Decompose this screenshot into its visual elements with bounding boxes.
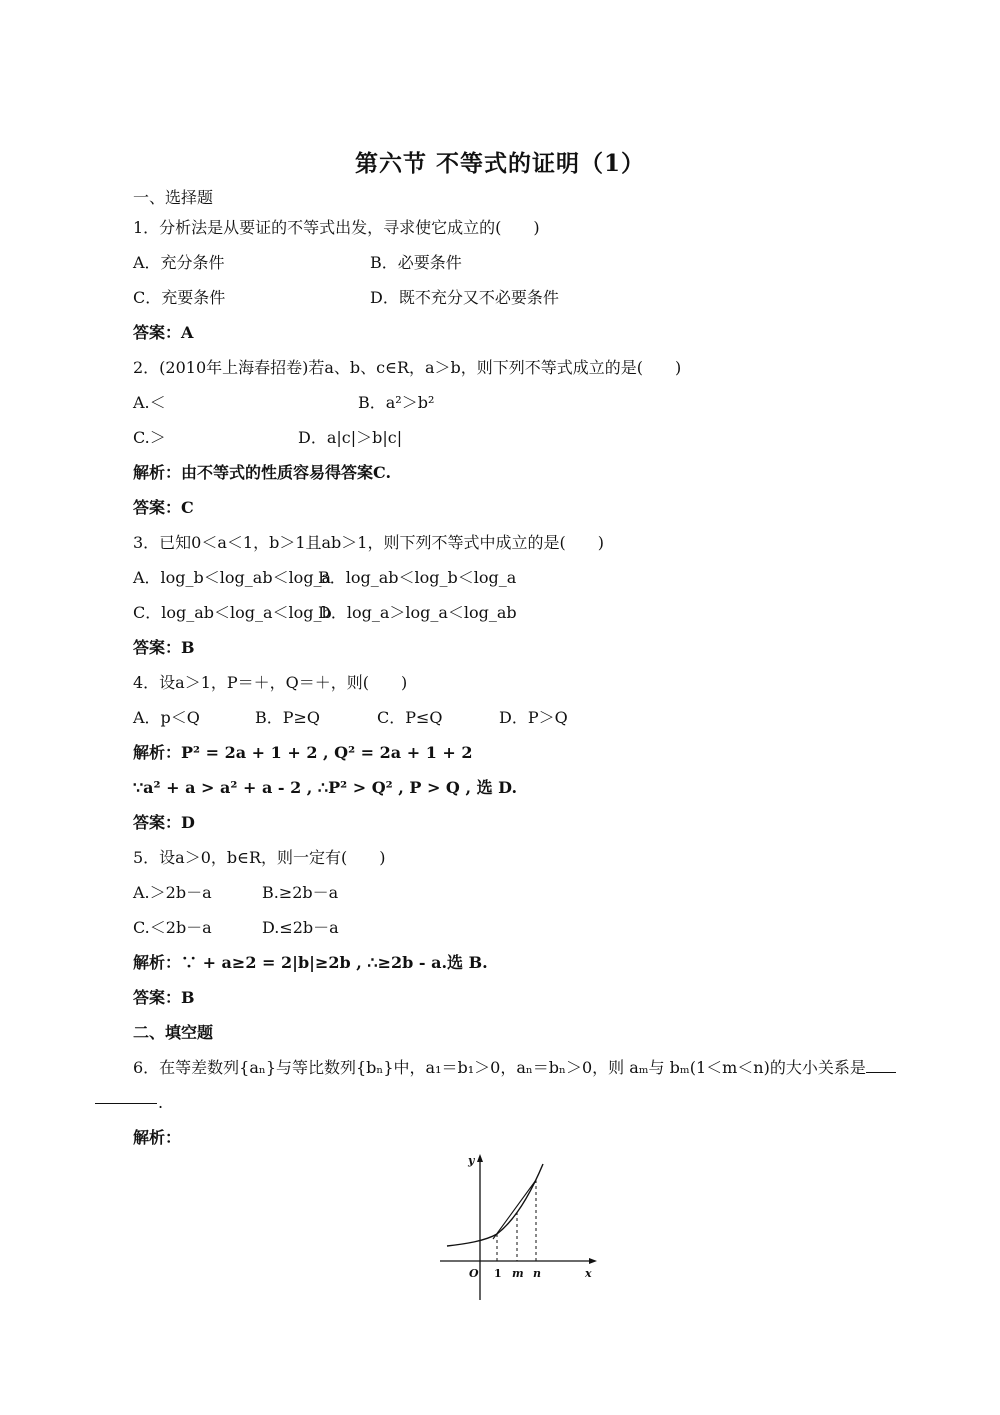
question-4-option-a: A．p＜Q (133, 708, 200, 727)
question-2-option-d: D．a|c|＞b|c| (298, 428, 403, 447)
answer-blank (866, 1058, 896, 1073)
question-4-answer: 答案：D (133, 813, 195, 832)
question-2-analysis: 解析：由不等式的性质容易得答案C. (133, 463, 392, 482)
question-4-analysis-line-1: 解析：P² = 2a + 1 + 2 , Q² = 2a + 1 + 2 (133, 743, 473, 762)
question-1-option-a: A．充分条件 (133, 253, 225, 272)
answer-blank-continued (95, 1103, 157, 1104)
question-2-option-a: A.＜ (133, 393, 166, 412)
question-1-option-c: C．充要条件 (133, 288, 226, 307)
question-3-answer: 答案：B (133, 638, 195, 657)
question-4-analysis-line-2: ∵a² + a > a² + a - 2 , ∴P² > Q² , P > Q , 选 D. (133, 778, 518, 797)
question-5-option-b: B.≥2b－a (262, 883, 339, 902)
question-1-option-d: D．既不充分又不必要条件 (370, 288, 559, 307)
secant-line (493, 1180, 536, 1239)
exponential-curve (447, 1164, 543, 1246)
question-3-option-b: B．log_ab＜log_b＜log_a (318, 568, 517, 587)
question-1-answer: 答案：A (133, 323, 194, 342)
section-heading-fill: 二、填空题 (133, 1023, 214, 1042)
origin-label: O (469, 1267, 479, 1280)
question-1-option-b: B．必要条件 (370, 253, 462, 272)
question-4-option-d: D．P＞Q (499, 708, 568, 727)
question-4-stem: 4．设a＞1，P＝＋，Q＝＋，则( ) (133, 673, 408, 692)
y-axis-label: y (468, 1154, 475, 1167)
section-heading-choice: 一、选择题 (133, 188, 214, 207)
question-2-option-c: C.＞ (133, 428, 166, 447)
question-6-analysis: 解析： (133, 1128, 182, 1147)
question-1-stem: 1．分析法是从要证的不等式出发，寻求使它成立的( ) (133, 218, 540, 237)
question-2-stem: 2．(2010年上海春招卷)若a、b、c∈R，a＞b，则下列不等式成立的是( ) (133, 358, 682, 377)
graph-figure (435, 1150, 605, 1305)
x-tick-n: n (533, 1267, 541, 1280)
question-6-stem-end: . (158, 1093, 164, 1112)
x-axis-label: x (585, 1267, 592, 1280)
question-3-option-c: C．log_ab＜log_a＜log_b (133, 603, 332, 622)
x-tick-1: 1 (494, 1267, 502, 1280)
question-5-option-a: A.＞2b－a (133, 883, 212, 902)
question-6-stem (133, 1058, 896, 1078)
question-6-stem-text: 6．在等差数列{aₙ}与等比数列{bₙ}中，a₁＝b₁＞0，aₙ＝bₙ＞0，则 aₘ与 bₘ(1＜m＜n)的大小关系是 (133, 1058, 866, 1077)
question-5-option-c: C.＜2b－a (133, 918, 212, 937)
question-4-option-c: C．P≤Q (377, 708, 443, 727)
x-axis-arrow (589, 1258, 597, 1264)
question-5-option-d: D.≤2b－a (262, 918, 339, 937)
question-3-option-d: D．log_a＞log_a＜log_ab (318, 603, 517, 622)
question-5-analysis: 解析：∵ + a≥2 = 2|b|≥2b , ∴≥2b - a.选 B. (133, 953, 488, 972)
question-5-stem: 5．设a＞0，b∈R，则一定有( ) (133, 848, 386, 867)
x-tick-m: m (512, 1267, 524, 1280)
question-3-stem: 3．已知0＜a＜1，b＞1且ab＞1，则下列不等式中成立的是( ) (133, 533, 604, 552)
question-4-option-b: B．P≥Q (255, 708, 321, 727)
question-2-answer: 答案：C (133, 498, 194, 517)
y-axis-arrow (477, 1154, 483, 1162)
question-3-option-a: A．log_b＜log_ab＜log_a (133, 568, 332, 587)
question-5-answer: 答案：B (133, 988, 195, 1007)
page-title: 第六节 不等式的证明（1） (354, 150, 645, 177)
question-2-option-b: B．a²＞b² (358, 393, 435, 412)
